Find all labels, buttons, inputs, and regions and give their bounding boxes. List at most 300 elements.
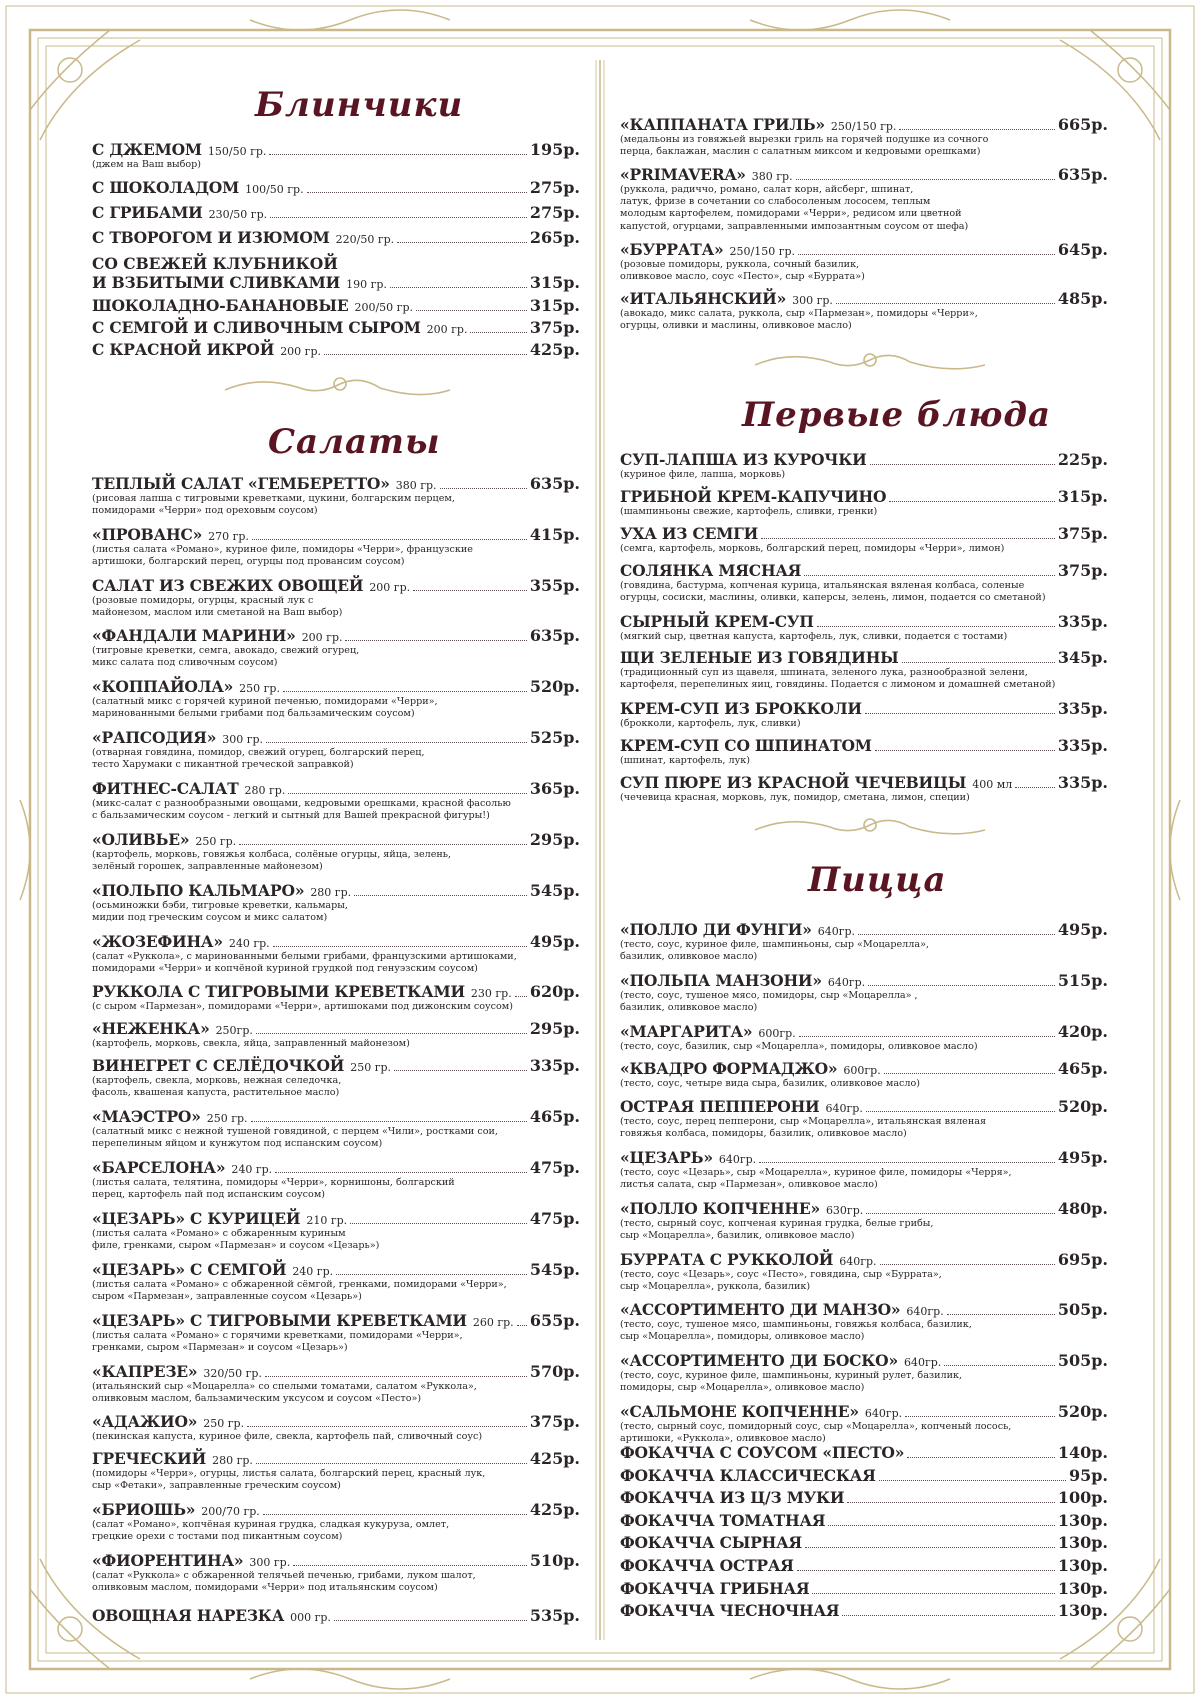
menu-item-row <box>620 165 1108 184</box>
menu-item <box>92 932 580 975</box>
menu-item <box>92 1551 580 1594</box>
menu-item-price: 695р. <box>1057 1250 1108 1269</box>
menu-item-description: (авокадо, микс салата, руккола, сыр «Пармезан», помидоры «Черри», огурцы, оливки и маслины, оливковое масло) <box>620 308 978 332</box>
menu-item-description: (рисовая лапша с тигровыми креветками, цукини, болгарским перцем, помидорами «Черри» под ореховым соусом) <box>92 493 455 517</box>
menu-item-name: «КАППАНАТА ГРИЛЬ» <box>620 115 825 134</box>
menu-item-weight: 200 гр. <box>369 581 411 594</box>
menu-item-row <box>92 1412 580 1431</box>
menu-item <box>92 626 580 669</box>
menu-item-price: 315р. <box>529 273 580 292</box>
menu-item-weight: 280 гр. <box>212 1454 253 1467</box>
menu-item-description: (листья салата, телятина, помидоры «Черри», корнишоны, болгарский перец, картофель пай под испанским соусом) <box>92 1177 455 1201</box>
menu-item-row <box>92 273 580 292</box>
menu-item-name: «МАЭСТРО» <box>92 1107 201 1126</box>
menu-item <box>92 203 580 222</box>
menu-item-weight: 240 гр. <box>228 937 270 950</box>
dot-leader <box>307 192 527 193</box>
menu-item-weight: 250гр. <box>215 1024 253 1037</box>
menu-item <box>92 728 580 771</box>
menu-item-row <box>92 1209 580 1228</box>
section-title-pervye: Первые блюда <box>742 395 1052 435</box>
dot-leader <box>905 1416 1055 1417</box>
menu-item <box>620 1511 1108 1530</box>
dot-leader <box>334 1620 527 1621</box>
menu-item-row <box>620 524 1108 543</box>
dot-leader <box>868 985 1055 986</box>
menu-item-row <box>92 140 580 159</box>
menu-item-description: (тесто, соус, куриное филе, шампиньоны, сыр «Моцарелла», базилик, оливковое масло) <box>620 939 930 963</box>
menu-item-row <box>92 1500 580 1519</box>
menu-item-description: (медальоны из говяжьей вырезки гриль на горячей подушке из сочного перца, баклажан, маслин с салатным миксом и кедровыми орешками) <box>620 134 989 158</box>
menu-item-price: 335р. <box>1057 736 1108 755</box>
menu-item-description: (листья салата «Романо» с обжаренной сёмгой, гренками, помидорами «Черри», сыром «Пармезан», заправленные соусом «Цезарь») <box>92 1279 507 1303</box>
menu-item-name: И ВЗБИТЫМИ СЛИВКАМИ <box>92 273 341 292</box>
menu-item-name: С ШОКОЛАДОМ <box>92 178 240 197</box>
menu-item-weight: 200/70 гр. <box>201 1505 260 1518</box>
menu-item <box>92 1107 580 1150</box>
menu-item-weight: 400 мл <box>972 778 1013 791</box>
menu-item <box>620 487 1108 518</box>
menu-item-weight: 640гр. <box>718 1153 757 1166</box>
menu-item <box>620 920 1108 963</box>
menu-item-name: КРЕМ-СУП СО ШПИНАТОМ <box>620 736 872 755</box>
dot-leader <box>247 1426 527 1427</box>
menu-item-name: СЫРНЫЙ КРЕМ-СУП <box>620 612 814 631</box>
dot-leader <box>256 1463 527 1464</box>
menu-item-price: 345р. <box>1057 648 1108 667</box>
menu-item <box>92 1158 580 1201</box>
menu-item-price: 635р. <box>529 474 580 493</box>
menu-item-name: «АССОРТИМЕНТО ДИ МАНЗО» <box>620 1300 901 1319</box>
menu-item-description: (руккола, радиччо, романо, салат корн, айсберг, шпинат, латук, фризе в сочетании со слабосоленым лососем, теплым молодым картофелем, помидорами «Черри», редисом или цветной капустой, огурцами, заправленными импозантным соусом от шефа) <box>620 184 969 232</box>
menu-item-row <box>620 1059 1108 1078</box>
menu-item-name: С СЕМГОЙ И СЛИВОЧНЫМ СЫРОМ <box>92 318 421 337</box>
menu-item-name: «РАПСОДИЯ» <box>92 728 217 747</box>
menu-item <box>620 1022 1108 1053</box>
menu-item-weight: 640гр. <box>817 925 856 938</box>
menu-item <box>620 1556 1108 1575</box>
dot-leader <box>866 1111 1055 1112</box>
menu-item-row <box>92 626 580 645</box>
menu-item-price: 545р. <box>529 1260 580 1279</box>
menu-item-name: С ГРИБАМИ <box>92 203 203 222</box>
menu-item-price: 335р. <box>1057 699 1108 718</box>
menu-item-row <box>92 1551 580 1570</box>
menu-item-description: (тесто, сырный соус, помидорный соус, сыр «Моцарелла», копченый лосось, артишоки, «Руккола», оливковое масло) <box>620 1421 1012 1445</box>
menu-item-row <box>92 525 580 544</box>
menu-item-name: РУККОЛА С ТИГРОВЫМИ КРЕВЕТКАМИ <box>92 982 465 1001</box>
dot-leader <box>273 946 527 947</box>
menu-item-description: (листья салата «Романо» с обжаренным куриным филе, гренками, сыром «Пармезан» и соусом «Цезарь») <box>92 1228 380 1252</box>
menu-item-row <box>620 1443 1108 1462</box>
menu-item-weight: 380 гр. <box>395 479 437 492</box>
menu-item-name: БУРРАТА С РУККОЛОЙ <box>620 1250 834 1269</box>
menu-item-price: 485р. <box>1057 289 1108 308</box>
menu-item-price: 335р. <box>1057 612 1108 631</box>
menu-item <box>620 450 1108 481</box>
menu-item-description: (пекинская капуста, куриное филе, свекла, картофель пай, сливочный соус) <box>92 1431 483 1442</box>
dot-leader <box>880 1264 1055 1265</box>
dot-leader <box>858 934 1055 935</box>
dot-leader <box>350 1223 527 1224</box>
menu-item-price: 365р. <box>529 779 580 798</box>
menu-item-row <box>620 1097 1108 1116</box>
menu-item-name: «ЦЕЗАРЬ» С КУРИЦЕЙ <box>92 1209 301 1228</box>
menu-item <box>92 340 580 359</box>
menu-item-row <box>620 1466 1108 1485</box>
dot-leader <box>866 1213 1055 1214</box>
menu-item-description: (картофель, морковь, говяжья колбаса, солёные огурцы, яйца, зелень, зелёный горошек, заправленные майонезом) <box>92 849 452 873</box>
menu-item-name: ФОКАЧЧА ЧЕСНОЧНАЯ <box>620 1601 840 1620</box>
menu-item-price: 425р. <box>529 340 580 359</box>
menu-item-weight: 200/50 гр. <box>354 301 413 314</box>
menu-item-name: «ЖОЗЕФИНА» <box>92 932 223 951</box>
menu-item-name: С ТВОРОГОМ И ИЗЮМОМ <box>92 228 330 247</box>
menu-item-weight: 230 гр. <box>470 987 512 1000</box>
menu-item-row <box>620 1148 1108 1167</box>
menu-item <box>92 254 580 292</box>
menu-item-weight: 600гр. <box>758 1027 796 1040</box>
menu-item-row <box>92 1107 580 1126</box>
menu-item-description: (куриное филе, лапша, морковь) <box>620 469 786 480</box>
menu-item <box>92 1606 580 1625</box>
menu-item-price: 645р. <box>1057 240 1108 259</box>
menu-item-name: С ДЖЕМОМ <box>92 140 202 159</box>
menu-item <box>92 982 580 1013</box>
dot-leader <box>817 626 1055 627</box>
menu-item-price: 545р. <box>529 881 580 900</box>
dot-leader <box>865 713 1055 714</box>
menu-item-price: 495р. <box>529 932 580 951</box>
menu-item-weight: 200 гр. <box>301 631 343 644</box>
menu-item-name: «ПОЛЛО КОПЧЕННЕ» <box>620 1199 820 1218</box>
menu-item-weight: 200 гр. <box>426 323 468 336</box>
menu-item-name: С КРАСНОЙ ИКРОЙ <box>92 340 275 359</box>
dot-leader <box>336 1274 527 1275</box>
dot-leader <box>354 895 527 896</box>
dot-leader <box>847 1502 1054 1503</box>
menu-item-row <box>92 830 580 849</box>
menu-item-description: (салатный микс с горячей куриной печенью, помидорами «Черри», маринованными белыми грибами под бальзамическим соусом) <box>92 696 438 720</box>
dot-leader <box>275 1172 527 1173</box>
menu-item-weight: 250 гр. <box>203 1417 245 1430</box>
menu-item-price: 535р. <box>529 1606 580 1625</box>
dot-leader <box>1015 787 1055 788</box>
menu-item-name: ОСТРАЯ ПЕППЕРОНИ <box>620 1097 820 1116</box>
menu-item-weight: 640гр. <box>864 1407 903 1420</box>
menu-item-row <box>620 1533 1108 1552</box>
menu-item-name: «PRIMAVERA» <box>620 165 746 184</box>
menu-item-row <box>620 1351 1108 1370</box>
menu-item-name: «НЕЖЕНКА» <box>92 1019 210 1038</box>
menu-item-row <box>92 576 580 595</box>
menu-item <box>92 881 580 924</box>
menu-item-price: 195р. <box>529 140 580 159</box>
menu-item-row <box>92 881 580 900</box>
menu-item <box>620 736 1108 767</box>
dot-leader <box>804 575 1055 576</box>
menu-item <box>92 677 580 720</box>
menu-item-row <box>92 296 580 315</box>
menu-item-price: 315р. <box>1057 487 1108 506</box>
menu-item-description: (итальянский сыр «Моцарелла» со спелыми томатами, салатом «Руккола», оливковым маслом, бальзамическим уксусом и соусом «Песто») <box>92 1381 477 1405</box>
menu-item <box>620 1300 1108 1343</box>
menu-item-name: «КАПРЕЗЕ» <box>92 1362 198 1381</box>
menu-item <box>92 525 580 568</box>
menu-item-description: (с сыром «Пармезан», помидорами «Черри», артишоками под дижонским соусом) <box>92 1001 513 1012</box>
menu-item-price: 515р. <box>1057 971 1108 990</box>
menu-item-name: «МАРГАРИТА» <box>620 1022 753 1041</box>
menu-item-name: ФОКАЧЧА КЛАССИЧЕСКАЯ <box>620 1466 876 1485</box>
menu-item-description: (картофель, морковь, свекла, яйца, заправленный майонезом) <box>92 1038 410 1049</box>
menu-item-description: (салат «Романо», копчёная куриная грудка, сладкая кукуруза, омлет, грецкие орехи с тостами под пикантным соусом) <box>92 1519 450 1543</box>
menu-item-name: ГРИБНОЙ КРЕМ-КАПУЧИНО <box>620 487 887 506</box>
menu-item-description: (тесто, соус, тушеное мясо, помидоры, сыр «Моцарелла» , базилик, оливковое масло) <box>620 990 918 1014</box>
menu-item-row <box>92 1260 580 1279</box>
dot-leader <box>899 129 1054 130</box>
menu-item-row <box>92 1056 580 1075</box>
menu-item-name: ШОКОЛАДНО-БАНАНОВЫЕ <box>92 296 349 315</box>
menu-item-price: 140р. <box>1057 1443 1108 1462</box>
menu-item-price: 475р. <box>529 1158 580 1177</box>
menu-item-price: 505р. <box>1057 1300 1108 1319</box>
dot-leader <box>797 1570 1055 1571</box>
menu-item <box>92 140 580 171</box>
menu-item-name: УХА ИЗ СЕМГИ <box>620 524 759 543</box>
menu-item <box>620 612 1108 643</box>
menu-item-price: 295р. <box>529 830 580 849</box>
menu-item-name: КРЕМ-СУП ИЗ БРОККОЛИ <box>620 699 862 718</box>
menu-item-row <box>92 982 580 1001</box>
dot-leader <box>470 332 526 333</box>
menu-item-name: «ФАНДАЛИ МАРИНИ» <box>92 626 296 645</box>
menu-item <box>92 1311 580 1354</box>
menu-item-name: «БУРРАТА» <box>620 240 724 259</box>
menu-item <box>620 648 1108 691</box>
menu-item-name-line1: СО СВЕЖЕЙ КЛУБНИКОЙ <box>92 254 338 273</box>
menu-item-weight: 200 гр. <box>280 345 321 358</box>
menu-item <box>92 1260 580 1303</box>
dot-leader <box>842 1615 1054 1616</box>
menu-item-description: (микс-салат с разнообразными овощами, кедровыми орешками, красной фасолью с бальзамическим соусом - легкий и сытный для Вашей прекрасной фигуры!) <box>92 798 511 822</box>
menu-item <box>92 576 580 619</box>
menu-item-description: (традиционный суп из щавеля, шпината, зеленого лука, разнообразной зелени, картофеля, перепелиных яиц, говядины. Подается с лимоном и домашней сметаной) <box>620 667 1056 691</box>
menu-item-price: 525р. <box>529 728 580 747</box>
dot-leader <box>889 501 1055 502</box>
menu-item-name: «БАРСЕЛОНА» <box>92 1158 226 1177</box>
menu-item <box>92 1500 580 1543</box>
menu-item-name: СУП ПЮРЕ ИЗ КРАСНОЙ ЧЕЧЕВИЦЫ <box>620 773 967 792</box>
menu-item-description: (тесто, соус, четыре вида сыра, базилик, оливковое масло) <box>620 1078 921 1089</box>
menu-item-name: «ПРОВАНС» <box>92 525 203 544</box>
menu-item <box>620 1443 1108 1462</box>
menu-item <box>92 318 580 337</box>
menu-item-price: 475р. <box>529 1209 580 1228</box>
menu-item-name: ФОКАЧЧА ГРИБНАЯ <box>620 1579 810 1598</box>
menu-item-price: 130р. <box>1057 1601 1108 1620</box>
menu-item-price: 635р. <box>1057 165 1108 184</box>
menu-item-price: 620р. <box>529 982 580 1001</box>
dot-leader <box>798 254 1055 255</box>
menu-item <box>620 1579 1108 1598</box>
menu-item-row <box>92 932 580 951</box>
menu-item-price: 465р. <box>529 1107 580 1126</box>
menu-item-row <box>620 612 1108 631</box>
menu-item-description: (шпинат, картофель, лук) <box>620 755 750 766</box>
menu-item <box>92 178 580 197</box>
dot-leader <box>239 844 527 845</box>
menu-item-price: 495р. <box>1057 920 1108 939</box>
menu-item-price: 130р. <box>1057 1511 1108 1530</box>
menu-item <box>620 1097 1108 1140</box>
menu-item-price: 265р. <box>529 228 580 247</box>
menu-item <box>620 115 1108 158</box>
menu-item-row <box>92 1158 580 1177</box>
dot-leader <box>828 1525 1054 1526</box>
dot-leader <box>265 1376 527 1377</box>
menu-item <box>92 1449 580 1492</box>
menu-item-description: (салат «Руккола», с маринованными белыми грибами, французскими артишоками, помидорами «Черри» и копчёной куриной грудкой под генуэзским соусом) <box>92 951 517 975</box>
menu-item-price: 425р. <box>529 1449 580 1468</box>
menu-item-price: 225р. <box>1057 450 1108 469</box>
dot-leader <box>256 1033 527 1034</box>
menu-item-description: (осьминожки бэби, тигровые креветки, кальмары, мидии под греческим соусом и микс салатом) <box>92 900 348 924</box>
menu-item-price: 130р. <box>1057 1533 1108 1552</box>
dot-leader <box>288 793 527 794</box>
section-title-salaty: Салаты <box>268 422 441 462</box>
menu-item-weight: 250 гр. <box>195 835 237 848</box>
dot-leader <box>517 1325 527 1326</box>
menu-item-weight: 630гр. <box>825 1204 864 1217</box>
menu-item-row <box>620 1199 1108 1218</box>
menu-item-name: ГРЕЧЕСКИЙ <box>92 1449 207 1468</box>
menu-item <box>620 773 1108 804</box>
dot-leader <box>796 179 1055 180</box>
menu-item-row <box>620 1556 1108 1575</box>
menu-item-row <box>620 1300 1108 1319</box>
menu-item <box>620 240 1108 283</box>
menu-item-name: ВИНЕГРЕТ С СЕЛЁДОЧКОЙ <box>92 1056 345 1075</box>
menu-item-weight: 100/50 гр. <box>245 183 304 196</box>
menu-item-row <box>620 1402 1108 1421</box>
menu-item-row <box>620 920 1108 939</box>
menu-item-name: ФОКАЧЧА ТОМАТНАЯ <box>620 1511 826 1530</box>
menu-item-description: (тесто, соус, базилик, сыр «Моцарелла», помидоры, оливковое масло) <box>620 1041 978 1052</box>
menu-item <box>620 1533 1108 1552</box>
menu-item-name: «КВАДРО ФОРМАДЖО» <box>620 1059 838 1078</box>
menu-item-weight: 240 гр. <box>292 1265 334 1278</box>
menu-item <box>92 830 580 873</box>
menu-item-weight: 280 гр. <box>310 886 352 899</box>
menu-item-price: 335р. <box>529 1056 580 1075</box>
dot-leader <box>836 303 1055 304</box>
menu-item-name: «ПОЛЬПА МАНЗОНИ» <box>620 971 822 990</box>
menu-item <box>92 1362 580 1405</box>
menu-item <box>92 1056 580 1099</box>
dot-leader <box>812 1593 1054 1594</box>
menu-item-price: 355р. <box>529 576 580 595</box>
dot-leader <box>397 242 527 243</box>
menu-item-name: «САЛЬМОНЕ КОПЧЕННЕ» <box>620 1402 859 1421</box>
menu-item-price: 130р. <box>1057 1579 1108 1598</box>
menu-item <box>620 1351 1108 1394</box>
dot-leader <box>944 1365 1055 1366</box>
menu-item-row <box>92 779 580 798</box>
menu-item <box>92 1019 580 1050</box>
dot-leader <box>390 287 527 288</box>
dot-leader <box>416 310 527 311</box>
menu-item-weight: 280 гр. <box>244 784 286 797</box>
menu-item-price: 635р. <box>529 626 580 645</box>
menu-item-price: 495р. <box>1057 1148 1108 1167</box>
menu-item-name: «ИТАЛЬЯНСКИЙ» <box>620 289 787 308</box>
menu-item-description: (отварная говядина, помидор, свежий огурец, болгарский перец, тесто Харумаки с пикантной греческой заправкой) <box>92 747 425 771</box>
menu-item-name: ТЕПЛЫЙ САЛАТ «ГЕМБЕРЕТТО» <box>92 474 390 493</box>
dot-leader <box>440 488 527 489</box>
menu-item-name: ФОКАЧЧА СЫРНАЯ <box>620 1533 803 1552</box>
menu-item-name: ОВОЩНАЯ НАРЕЗКА <box>92 1606 285 1625</box>
dot-leader <box>870 464 1055 465</box>
menu-item-name: ЩИ ЗЕЛЕНЫЕ ИЗ ГОВЯДИНЫ <box>620 648 899 667</box>
menu-item-weight: 380 гр. <box>751 170 793 183</box>
menu-item-weight: 250 гр. <box>206 1112 248 1125</box>
menu-item <box>620 1199 1108 1242</box>
menu-item-row <box>92 203 580 222</box>
menu-item-price: 465р. <box>1057 1059 1108 1078</box>
menu-item-description: (шампиньоны свежие, картофель, сливки, гренки) <box>620 506 878 517</box>
menu-item <box>92 1209 580 1252</box>
menu-item-name: «ОЛИВЬЕ» <box>92 830 190 849</box>
menu-item-row <box>620 699 1108 718</box>
menu-item-name: «ЦЕЗАРЬ» <box>620 1148 713 1167</box>
menu-item <box>620 971 1108 1014</box>
menu-item-description: (мягкий сыр, цветная капуста, картофель, лук, сливки, подается с тостами) <box>620 631 1008 642</box>
menu-item-price: 375р. <box>529 1412 580 1431</box>
menu-item-price: 100р. <box>1057 1488 1108 1507</box>
section-title-pizza: Пицца <box>808 860 947 900</box>
menu-item-price: 425р. <box>529 1500 580 1519</box>
menu-item-row <box>620 1511 1108 1530</box>
menu-item <box>620 165 1108 233</box>
menu-item-description: (салат «Руккола» с обжаренной телячьей печенью, грибами, луком шалот, оливковым маслом, помидорами «Черри» под итальянским соусом) <box>92 1570 476 1594</box>
menu-item-price: 415р. <box>529 525 580 544</box>
dot-leader <box>263 1514 527 1515</box>
menu-item-price: 480р. <box>1057 1199 1108 1218</box>
menu-item <box>620 1488 1108 1507</box>
menu-item-row <box>620 1488 1108 1507</box>
menu-item-row <box>92 677 580 696</box>
menu-item-row <box>620 561 1108 580</box>
menu-item-description: (тесто, соус «Цезарь», соус «Песто», говядина, сыр «Буррата», сыр «Моцарелла», руккола, базилик) <box>620 1269 942 1293</box>
menu-item-row <box>92 1606 580 1625</box>
dot-leader <box>515 996 527 997</box>
menu-item-price: 315р. <box>529 296 580 315</box>
menu-item-row <box>620 1250 1108 1269</box>
menu-item <box>92 1412 580 1443</box>
menu-item-weight: 220/50 гр. <box>335 233 395 246</box>
menu-item-name: САЛАТ ИЗ СВЕЖИХ ОВОЩЕЙ <box>92 576 364 595</box>
dot-leader <box>293 1565 527 1566</box>
menu-item-price: 275р. <box>529 203 580 222</box>
menu-item-description: (семга, картофель, морковь, болгарский перец, помидоры «Черри», лимон) <box>620 543 1005 554</box>
menu-item-row <box>92 1362 580 1381</box>
menu-item-row <box>620 1579 1108 1598</box>
menu-item-name: «ЦЕЗАРЬ» С ТИГРОВЫМИ КРЕВЕТКАМИ <box>92 1311 467 1330</box>
dot-leader <box>413 590 527 591</box>
menu-item-row <box>620 487 1108 506</box>
menu-item-row <box>620 971 1108 990</box>
menu-item-row <box>620 115 1108 134</box>
